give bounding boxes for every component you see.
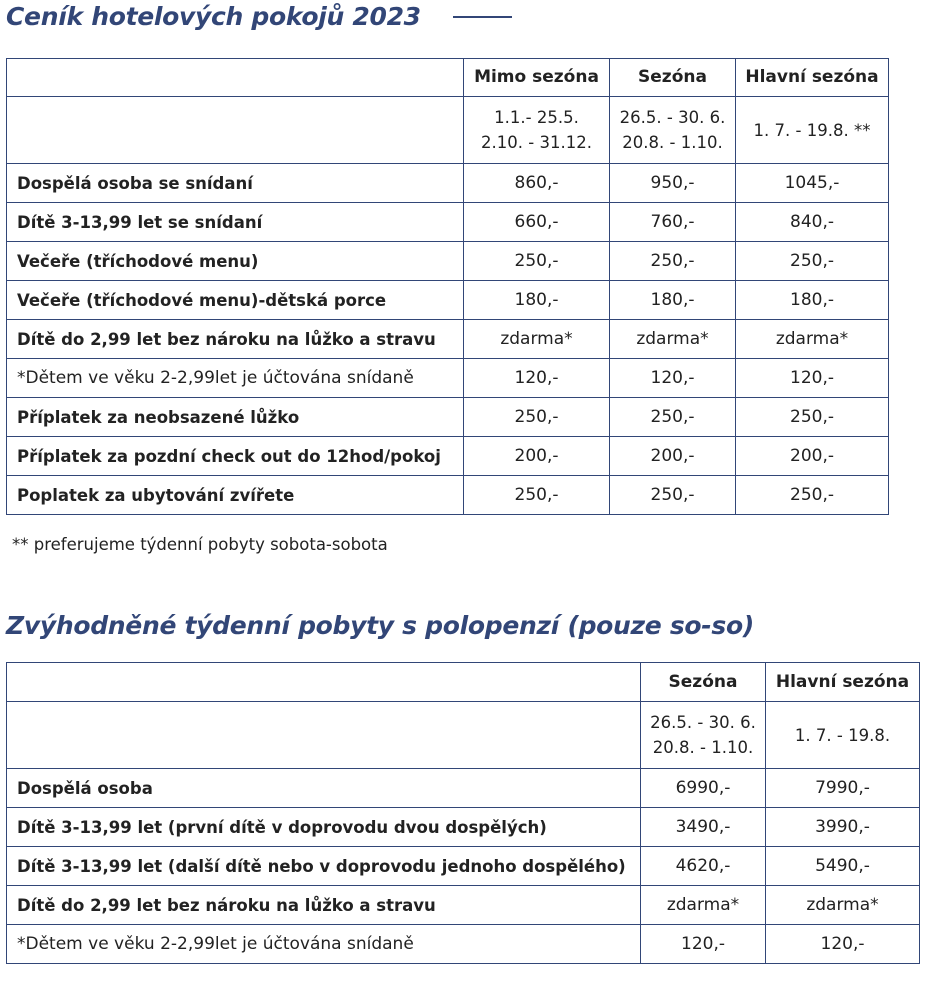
dates-blank-cell: [7, 97, 464, 164]
header-row: [7, 663, 920, 702]
price-cell: 120,-: [766, 925, 920, 964]
price-cell: 250,-: [464, 242, 610, 281]
price-row: [7, 164, 889, 203]
price-row: [7, 808, 920, 847]
price-cell: 7990,-: [766, 769, 920, 808]
row-label: Příplatek za pozdní check out do 12hod/pokoj: [7, 437, 464, 476]
row-label: Dítě 3-13,99 let (první dítě v doprovodu dvou dospělých): [7, 808, 641, 847]
date-range-cell: [610, 97, 736, 164]
price-cell: 3990,-: [766, 808, 920, 847]
date-range-cell: [464, 97, 610, 164]
price-cell: 3490,-: [641, 808, 766, 847]
price-cell: zdarma*: [610, 320, 736, 359]
price-cell: 250,-: [610, 476, 736, 515]
price-cell: 860,-: [464, 164, 610, 203]
date-range-line: 1.1.- 25.5.: [494, 108, 579, 127]
price-cell: 120,-: [610, 359, 736, 398]
price-row: [7, 847, 920, 886]
price-cell: 660,-: [464, 203, 610, 242]
price-row: [7, 320, 889, 359]
dates-blank-cell: [7, 702, 641, 769]
price-cell: 180,-: [610, 281, 736, 320]
price-cell: 180,-: [736, 281, 889, 320]
header-blank-cell: [7, 59, 464, 97]
price-cell: 250,-: [464, 398, 610, 437]
row-label: *Dětem ve věku 2-2,99let je účtována snídaně: [7, 925, 641, 964]
price-cell: 180,-: [464, 281, 610, 320]
price-row: [7, 359, 889, 398]
price-row: [7, 769, 920, 808]
price-cell: zdarma*: [641, 886, 766, 925]
row-label: Poplatek za ubytování zvířete: [7, 476, 464, 515]
price-cell: 4620,-: [641, 847, 766, 886]
price-cell: zdarma*: [464, 320, 610, 359]
price-cell: zdarma*: [766, 886, 920, 925]
price-cell: zdarma*: [736, 320, 889, 359]
header-row: [7, 59, 889, 97]
price-cell: 250,-: [610, 242, 736, 281]
date-range-line: 20.8. - 1.10.: [652, 738, 754, 757]
column-header: Hlavní sezóna: [736, 59, 889, 97]
date-range-line: 20.8. - 1.10.: [622, 133, 723, 152]
price-cell: 6990,-: [641, 769, 766, 808]
header-blank-cell: [7, 663, 641, 702]
date-range-line: 1. 7. - 19.8. **: [753, 120, 871, 140]
price-row: [7, 281, 889, 320]
row-label: Dítě 3-13,99 let se snídaní: [7, 203, 464, 242]
date-range-line: 26.5. - 30. 6.: [650, 713, 756, 732]
date-range-row: [7, 97, 889, 164]
price-row: [7, 925, 920, 964]
price-row: [7, 242, 889, 281]
price-row: [7, 476, 889, 515]
weekly-stays-title: Zvýhodněné týdenní pobyty s polopenzí (pouze so-so): [6, 611, 754, 640]
column-header: Hlavní sezóna: [766, 663, 920, 702]
date-range-cell: [736, 97, 889, 164]
price-cell: 200,-: [610, 437, 736, 476]
row-label: Dítě 3-13,99 let (další dítě nebo v doprovodu jednoho dospělého): [7, 847, 641, 886]
price-cell: 250,-: [610, 398, 736, 437]
price-cell: 1045,-: [736, 164, 889, 203]
column-header: Mimo sezóna: [464, 59, 610, 97]
price-row: [7, 398, 889, 437]
price-cell: 760,-: [610, 203, 736, 242]
price-cell: 250,-: [736, 398, 889, 437]
price-cell: 250,-: [736, 476, 889, 515]
room-price-table: [6, 58, 889, 515]
price-list-title: Ceník hotelových pokojů 2023: [6, 2, 421, 31]
row-label: *Dětem ve věku 2-2,99let je účtována snídaně: [7, 359, 464, 398]
date-range-cell: [766, 702, 920, 769]
date-range-line: 26.5. - 30. 6.: [619, 108, 726, 127]
row-label: Příplatek za neobsazené lůžko: [7, 398, 464, 437]
price-cell: 120,-: [464, 359, 610, 398]
row-label: Dítě do 2,99 let bez nároku na lůžko a stravu: [7, 320, 464, 359]
price-cell: 200,-: [464, 437, 610, 476]
row-label: Dospělá osoba: [7, 769, 641, 808]
price-row: [7, 203, 889, 242]
price-cell: 200,-: [736, 437, 889, 476]
date-range-line: 1. 7. - 19.8.: [794, 725, 891, 745]
date-range-row: [7, 702, 920, 769]
price-cell: 250,-: [736, 242, 889, 281]
price-cell: 950,-: [610, 164, 736, 203]
weekly-stays-table: [6, 662, 920, 964]
date-range-line: 2.10. - 31.12.: [481, 133, 592, 152]
date-range-cell: [641, 702, 766, 769]
title-underline: [453, 16, 512, 18]
footnote: ** preferujeme týdenní pobyty sobota-sobota: [12, 535, 388, 554]
row-label: Dospělá osoba se snídaní: [7, 164, 464, 203]
column-header: Sezóna: [610, 59, 736, 97]
price-cell: 840,-: [736, 203, 889, 242]
row-label: Večeře (tříchodové menu): [7, 242, 464, 281]
price-cell: 120,-: [641, 925, 766, 964]
row-label: Večeře (tříchodové menu)-dětská porce: [7, 281, 464, 320]
price-cell: 120,-: [736, 359, 889, 398]
price-row: [7, 886, 920, 925]
price-cell: 250,-: [464, 476, 610, 515]
column-header: Sezóna: [641, 663, 766, 702]
price-row: [7, 437, 889, 476]
price-cell: 5490,-: [766, 847, 920, 886]
row-label: Dítě do 2,99 let bez nároku na lůžko a stravu: [7, 886, 641, 925]
